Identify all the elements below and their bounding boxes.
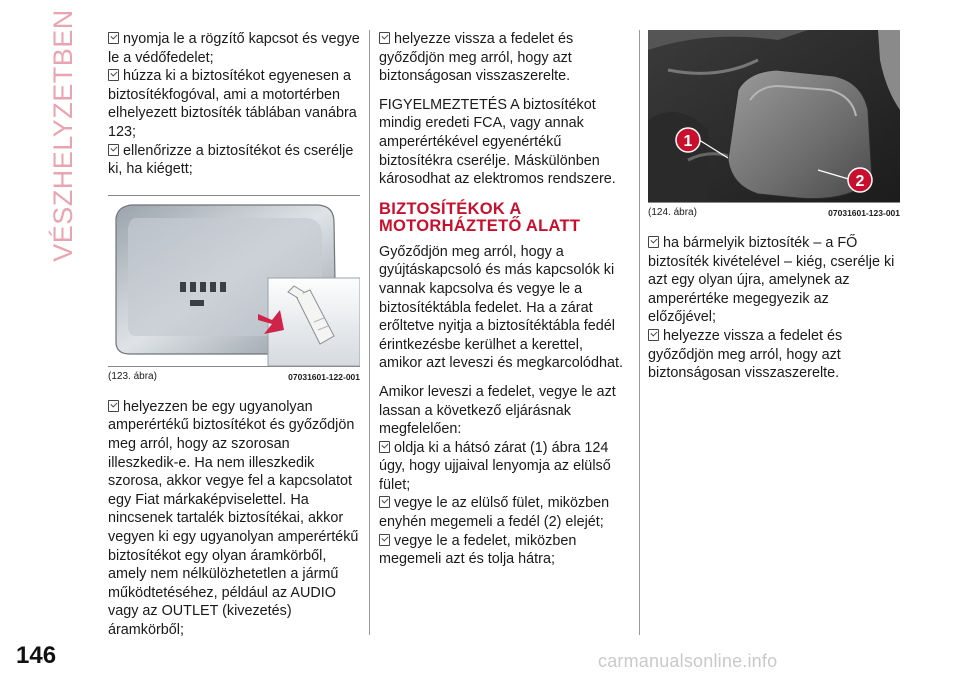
checkbox-bullet-icon (648, 329, 659, 341)
figure-caption (648, 206, 900, 220)
watermark: carmanualsonline.info (598, 651, 778, 671)
column-2 (379, 30, 629, 569)
list-item: ellenőrizze a biztosítékot és cserélje ki, ha kiégett; (108, 142, 354, 178)
list-item: nyomja le a rögzítő kapcsot és vegye le a védőfedelet; (108, 31, 360, 66)
checkbox-bullet-icon (108, 144, 119, 156)
list-item: vegye le a fedelet, miközben megemeli azt és tolja hátra; (379, 532, 577, 568)
figure-label: (123. ábra) (108, 370, 157, 382)
paragraph: Amikor leveszi a fedelet, vegye le azt lassan a következő eljárásnak megfelelően: (379, 383, 616, 438)
column-3 (648, 30, 900, 383)
paragraph: Győződjön meg arról, hogy a gyújtáskapcsoló és más kapcsolók ki vannak kapcsolva és vegye le a biztosítéktábla fedelet. Ha a zárat erőltetve nyitja a biztosítéktábla fedél érintkezésbe kerülhet a kerettel, amikor azt leveszi és megkarcolódhat. (379, 243, 623, 372)
column-1 (108, 30, 360, 639)
list-item: oldja ki a hátsó zárat (1) ábra 124 úgy, hogy ujjaival lenyomja az elülső fület; (379, 439, 611, 493)
figure-123 (108, 195, 360, 367)
checkbox-bullet-icon (648, 236, 659, 248)
list-item: ha bármelyik biztosíték – a FŐ biztosíték kivételével – kiég, cserélje ki azt egy olyan újra, amelynek az amperértéke megegyezik az előzőjével; (648, 235, 895, 326)
column-divider (369, 30, 370, 635)
section-side-tab (38, 8, 88, 262)
checkbox-bullet-icon (379, 32, 390, 44)
warning-paragraph: FIGYELMEZTETÉS A biztosítékot mindig eredeti FCA, vagy annak amperértékével egyenértékű biztosítékra cserélje. Máskülönben károsodhat az elektromos rendszere. (379, 96, 616, 188)
section-tab-label: VÉSZHELYZETBEN (47, 8, 78, 262)
figure-124 (648, 30, 900, 203)
figure-caption (108, 370, 360, 384)
checkbox-bullet-icon (108, 69, 119, 81)
list-item: vegye le az elülső fület, miközben enyhén megemeli a fedél (2) elejét; (379, 495, 610, 531)
callout-2-label: 2 (855, 173, 865, 190)
figure-label: (124. ábra) (648, 207, 697, 218)
checkbox-bullet-icon (379, 441, 390, 453)
list-item: helyezzen be egy ugyanolyan amperértékű biztosítékot és győződjön meg arról, hogy az szorosan illeszkedik-e. Ha nem illeszkedik szorosa, akkor vegye fel a kapcsolatot egy Fiat márkaképviselettel. Ha nincsenek tartalék biztosítékai, akkor vegyen ki egy ugyanolyan amperértékű biztosítékot egy olyan áramkörből, amely nem nélkülözhetetlen a jármű működtetéséhez, például az AUDIO vagy az OUTLET (kivezetés) áramkörből; (108, 398, 359, 638)
checkbox-bullet-icon (379, 534, 390, 546)
list-item: helyezze vissza a fedelet és győződjön meg arról, hogy azt biztonságosan visszaszerelte. (648, 327, 843, 382)
figure-code: 07031601-122-001 (288, 371, 360, 382)
column-divider (639, 30, 640, 635)
checkbox-bullet-icon (108, 32, 119, 44)
callout-1-label: 1 (683, 133, 693, 150)
list-item: húzza ki a biztosítékot egyenesen a biztosítékfogóval, ami a motortérben elhelyezett biztosíték táblában vanábra 123; (108, 68, 357, 140)
figure-code: 07031601-123-001 (828, 208, 900, 218)
fuse-box-cover-illustration (108, 196, 360, 366)
section-heading: BIZTOSÍTÉKOK A MOTORHÁZTETŐ ALATT (379, 199, 581, 235)
list-item: helyezze vissza a fedelet és győződjön meg arról, hogy azt biztonságosan visszaszerelte. (379, 31, 574, 85)
checkbox-bullet-icon (379, 496, 390, 508)
checkbox-bullet-icon (108, 400, 119, 412)
engine-bay-fuse-box-photo (648, 30, 900, 202)
page-number: 146 (16, 642, 57, 669)
